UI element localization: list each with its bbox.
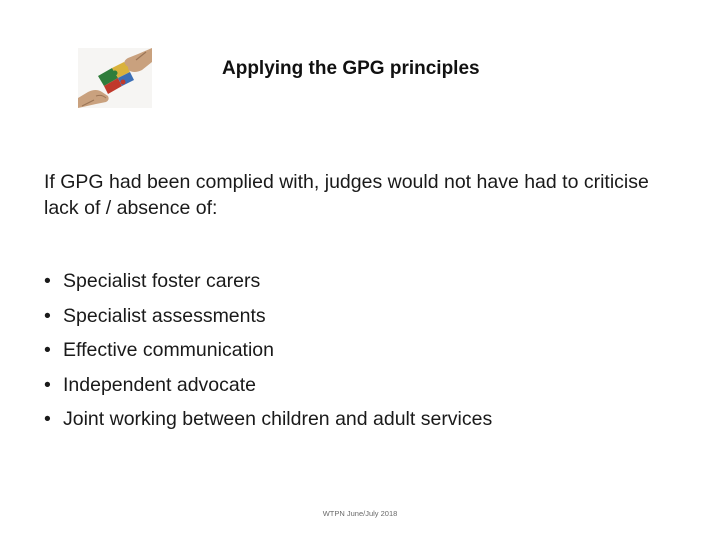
bullet-item xyxy=(44,333,492,368)
slide-title: Applying the GPG principles xyxy=(222,58,480,79)
bullet-item xyxy=(44,402,492,437)
bullet-item xyxy=(44,368,492,403)
bullet-list xyxy=(44,264,492,437)
bullet-item xyxy=(44,299,492,334)
hands-jigsaw-puzzle-icon xyxy=(78,48,152,108)
bullet-text: Specialist foster carers xyxy=(63,270,261,292)
bullet-item xyxy=(44,264,492,299)
bullet-dot-icon: • xyxy=(44,408,51,430)
bullet-dot-icon: • xyxy=(44,304,51,327)
slide-footer: WTPN June/July 2018 xyxy=(322,509,398,518)
bullet-text: Effective communication xyxy=(63,339,274,361)
bullet-text: Joint working between children and adult services xyxy=(63,408,493,430)
bullet-dot-icon: • xyxy=(44,339,51,361)
bullet-text: Independent advocate xyxy=(63,373,257,396)
bullet-text: Specialist assessments xyxy=(63,304,266,327)
intro-paragraph: If GPG had been complied with, judges would not have had to criticise lack of / absence of: xyxy=(44,171,649,219)
bullet-dot-icon: • xyxy=(44,270,51,292)
bullet-dot-icon: • xyxy=(44,373,51,396)
